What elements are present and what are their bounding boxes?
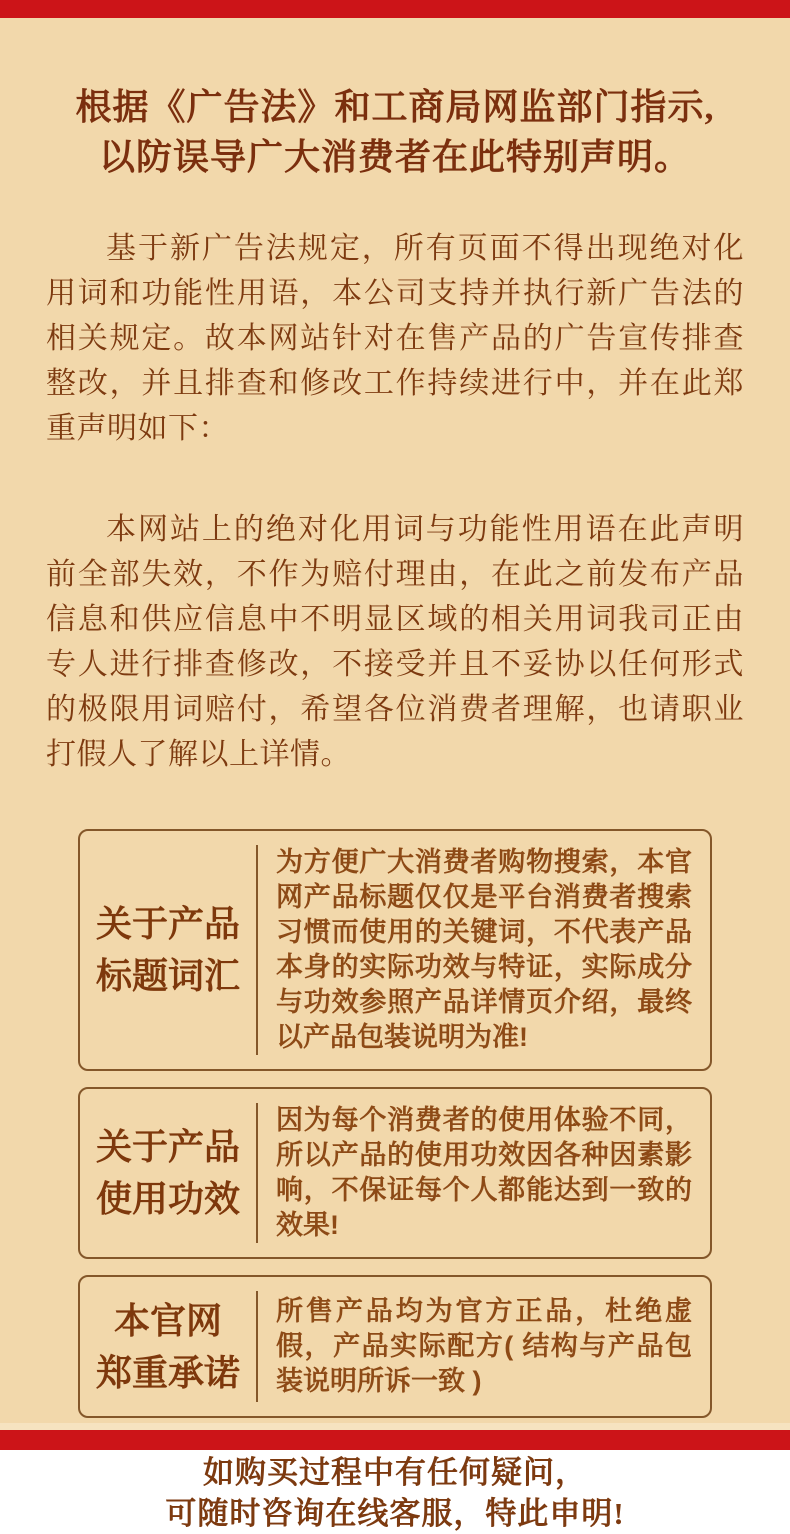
box-official-promise (78, 1275, 712, 1418)
box-title-product-title-keywords (80, 831, 256, 1069)
box-body-text: 为方便广大消费者购物搜索，本官网产品标题仅仅是平台消费者搜索习惯而使用的关键词，不代表产品本身的实际功效与特证，实际成分与功效参照产品详情页介绍，最终以产品包装说明为准! (276, 847, 692, 1052)
disclaimer-boxes (78, 829, 712, 1418)
box-body-official-promise (258, 1277, 710, 1416)
box-title-official-promise (80, 1277, 256, 1416)
box-product-usage-effect (78, 1087, 712, 1259)
box-title-line2: 标题词汇 (95, 956, 240, 996)
box-title-line1: 关于产品 (95, 1127, 240, 1167)
box-body-product-title-keywords (258, 831, 710, 1069)
box-body-product-usage-effect (258, 1089, 710, 1257)
page-title-line2: 以防误导广大消费者在此特别声明。 (98, 137, 691, 177)
page-title-line1: 根据《广告法》和工商局网监部门指示, (75, 87, 715, 127)
notice-paragraph-2: 本网站上的绝对化用词与功能性用语在此声明前全部失效，不作为赔付理由，在此之前发布产品信息和供应信息中不明显区域的相关用词我司正由专人进行排查修改，不接受并且不妥协以任何形式的极限用词赔付，希望各位消费者理解，也请职业打假人了解以上详情。 (46, 513, 744, 771)
box-title-product-usage-effect (80, 1089, 256, 1257)
footer-note (0, 1452, 790, 1534)
box-title-line1: 关于产品 (95, 904, 240, 944)
footer-note-line1: 如购买过程中有任何疑问， (203, 1455, 587, 1490)
box-title-line1: 本官网 (113, 1300, 222, 1341)
bottom-red-band (0, 1430, 790, 1450)
box-body-text: 所售产品均为官方正品，杜绝虚假，产品实际配方( 结构与产品包装说明所诉一致 ) (276, 1296, 692, 1396)
notice-paragraph-1: 基于新广告法规定，所有页面不得出现绝对化用词和功能性用语，本公司支持并执行新广告法的相关规定。故本网站针对在售产品的广告宣传排查整改，并且排查和修改工作持续进行中，并在此郑重声明如下： (46, 232, 744, 445)
box-product-title-keywords (78, 829, 712, 1071)
bottom-light-divider (0, 1423, 790, 1430)
footer-note-line2: 可随时咨询在线客服，特此申明! (165, 1496, 625, 1531)
box-body-text: 因为每个消费者的使用体验不同，所以产品的使用功效因各种因素影响，不保证每个人都能达到一致的效果! (276, 1105, 692, 1240)
box-title-line2: 使用功效 (95, 1179, 240, 1219)
top-red-band (0, 0, 790, 18)
box-title-line2: 郑重承诺 (95, 1352, 240, 1393)
page-title (20, 82, 770, 182)
